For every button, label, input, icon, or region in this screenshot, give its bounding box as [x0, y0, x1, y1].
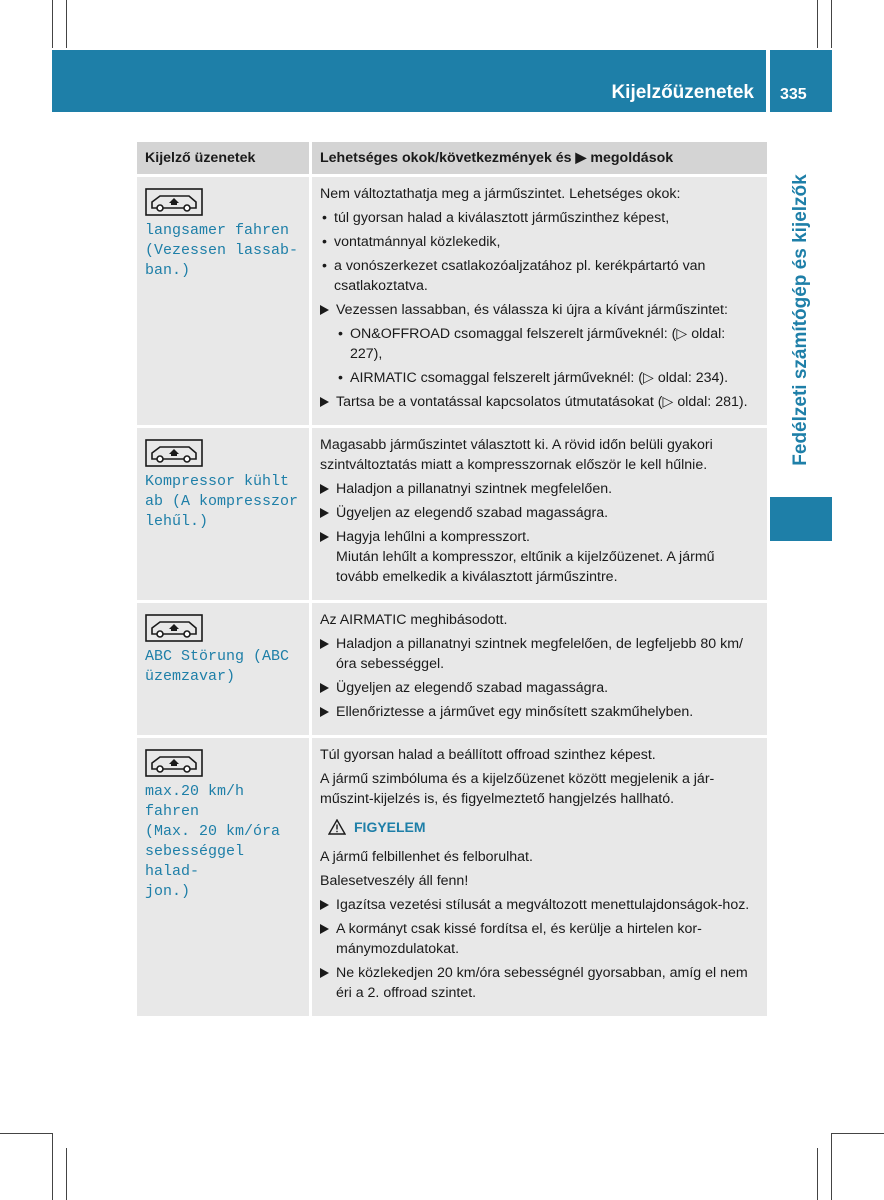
action-step: Ügyeljen az elegendő szabad magasságra. [320, 678, 759, 698]
action-step: Haladjon a pillanatnyi szintnek megfelelően. [320, 479, 759, 499]
display-message: max.20 km/h fahren (Max. 20 km/óra sebességgel halad- jon.) [145, 783, 281, 900]
crop-mark [831, 1133, 884, 1134]
cause-text: Az AIRMATIC meghibásodott. [320, 612, 508, 628]
cause-text: Túl gyorsan halad a beállított offroad szinthez képest. [320, 747, 656, 763]
crop-mark [66, 1148, 67, 1200]
message-cell [137, 737, 311, 1018]
vehicle-level-icon [145, 614, 203, 642]
display-message: Kompressor kühlt ab (A kompresszor lehűl.) [145, 473, 299, 530]
message-cell [137, 427, 311, 602]
column-header-messages: Kijelző üzenetek [137, 142, 311, 176]
action-step: A kormányt csak kissé fordítsa el, és kerülje a hirtelen kor-mánymozdulatokat. [320, 919, 759, 959]
cause-bullet: • a vonószerkezet csatlakozóaljzatához pl. kerékpártartó van csatlakoztatva. [320, 256, 759, 296]
message-cell [137, 602, 311, 737]
chapter-marker [770, 497, 832, 541]
message-cell [137, 176, 311, 427]
display-message: langsamer fahren (Vezessen lassab- ban.) [145, 222, 299, 279]
vehicle-level-icon [145, 188, 203, 216]
crop-mark [817, 0, 818, 48]
page-title: Kijelzőüzenetek [611, 82, 754, 103]
causes-cell [311, 737, 768, 1018]
action-sub-bullet: • AIRMATIC csomaggal felszerelt járműveknél: (▷ oldal: 234). [320, 368, 759, 388]
chapter-label: Fedélzeti számítógép és kijelzők [790, 174, 811, 466]
action-step: Ellenőriztesse a járművet egy minősített szakműhelyben. [320, 702, 759, 722]
action-step: Tartsa be a vontatással kapcsolatos útmutatásokat (▷ oldal: 281). [320, 392, 759, 412]
header-bar [52, 50, 766, 112]
cause-text: Nem változtathatja meg a járműszintet. Lehetséges okok: [320, 186, 681, 202]
column-header-causes: Lehetséges okok/következmények és ▶ megoldások [311, 142, 768, 176]
page-number-box [770, 50, 832, 112]
vehicle-level-icon [145, 749, 203, 777]
crop-mark [817, 1148, 818, 1200]
display-message: ABC Störung (ABC üzemzavar) [145, 648, 290, 685]
crop-mark [52, 1133, 53, 1200]
cause-text: Magasabb járműszintet választott ki. A rövid időn belüli gyakori szintváltoztatás miatt a kompresszornak először le kell hűlnie. [320, 437, 713, 473]
cause-bullet: • túl gyorsan halad a kiválasztott járműszinthez képest, [320, 208, 759, 228]
action-sub-bullet: • ON&OFFROAD csomaggal felszerelt járműveknél: (▷ oldal: 227), [320, 324, 759, 364]
cause-bullet: • vontatmánnyal közlekedik, [320, 232, 759, 252]
crop-mark [0, 1133, 52, 1134]
vehicle-level-icon [145, 439, 203, 467]
table-header-row [137, 142, 767, 176]
crop-mark [831, 1133, 832, 1200]
page-number: 335 [780, 86, 807, 103]
table-row [137, 737, 767, 1018]
causes-cell [311, 602, 768, 737]
crop-mark [66, 0, 67, 48]
action-step: Vezessen lassabban, és válassza ki újra a kívánt járműszintet: [320, 300, 759, 320]
causes-cell [311, 176, 768, 427]
side-chapter-tab [770, 140, 832, 500]
action-step: Ne közlekedjen 20 km/óra sebességnél gyorsabban, amíg el nem éri a 2. offroad szintet. [320, 963, 759, 1003]
action-step [320, 527, 759, 547]
cause-text: A jármű szimbóluma és a kijelzőüzenet között megjelenik a jár-műszint-kijelzés is, és figyelmeztető hangjelzés hallható. [320, 771, 715, 807]
table-row [137, 176, 767, 427]
warning-triangle-icon [328, 819, 346, 835]
warning-label: FIGYELEM [354, 819, 426, 835]
table-row [137, 427, 767, 602]
warning-text: A jármű felbillenhet és felborulhat. [320, 849, 533, 865]
action-step: Ügyeljen az elegendő szabad magasságra. [320, 503, 759, 523]
table-row [137, 602, 767, 737]
action-step: Igazítsa vezetési stílusát a megváltozott menettulajdonságok-hoz. [320, 895, 759, 915]
action-detail: Miután lehűlt a kompresszor, eltűnik a kijelzőüzenet. A jármű tovább emelkedik a kiválasztott járműszintre. [336, 549, 715, 585]
warning-text: Balesetveszély áll fenn! [320, 873, 469, 889]
warning-heading [328, 817, 759, 837]
causes-cell [311, 427, 768, 602]
display-messages-table [137, 142, 767, 1019]
crop-mark [52, 0, 53, 48]
action-step-text: Hagyja lehűlni a kompresszort. [336, 529, 530, 545]
crop-mark [831, 0, 832, 48]
action-step: Haladjon a pillanatnyi szintnek megfelelően, de legfeljebb 80 km/óra sebességgel. [320, 634, 759, 674]
